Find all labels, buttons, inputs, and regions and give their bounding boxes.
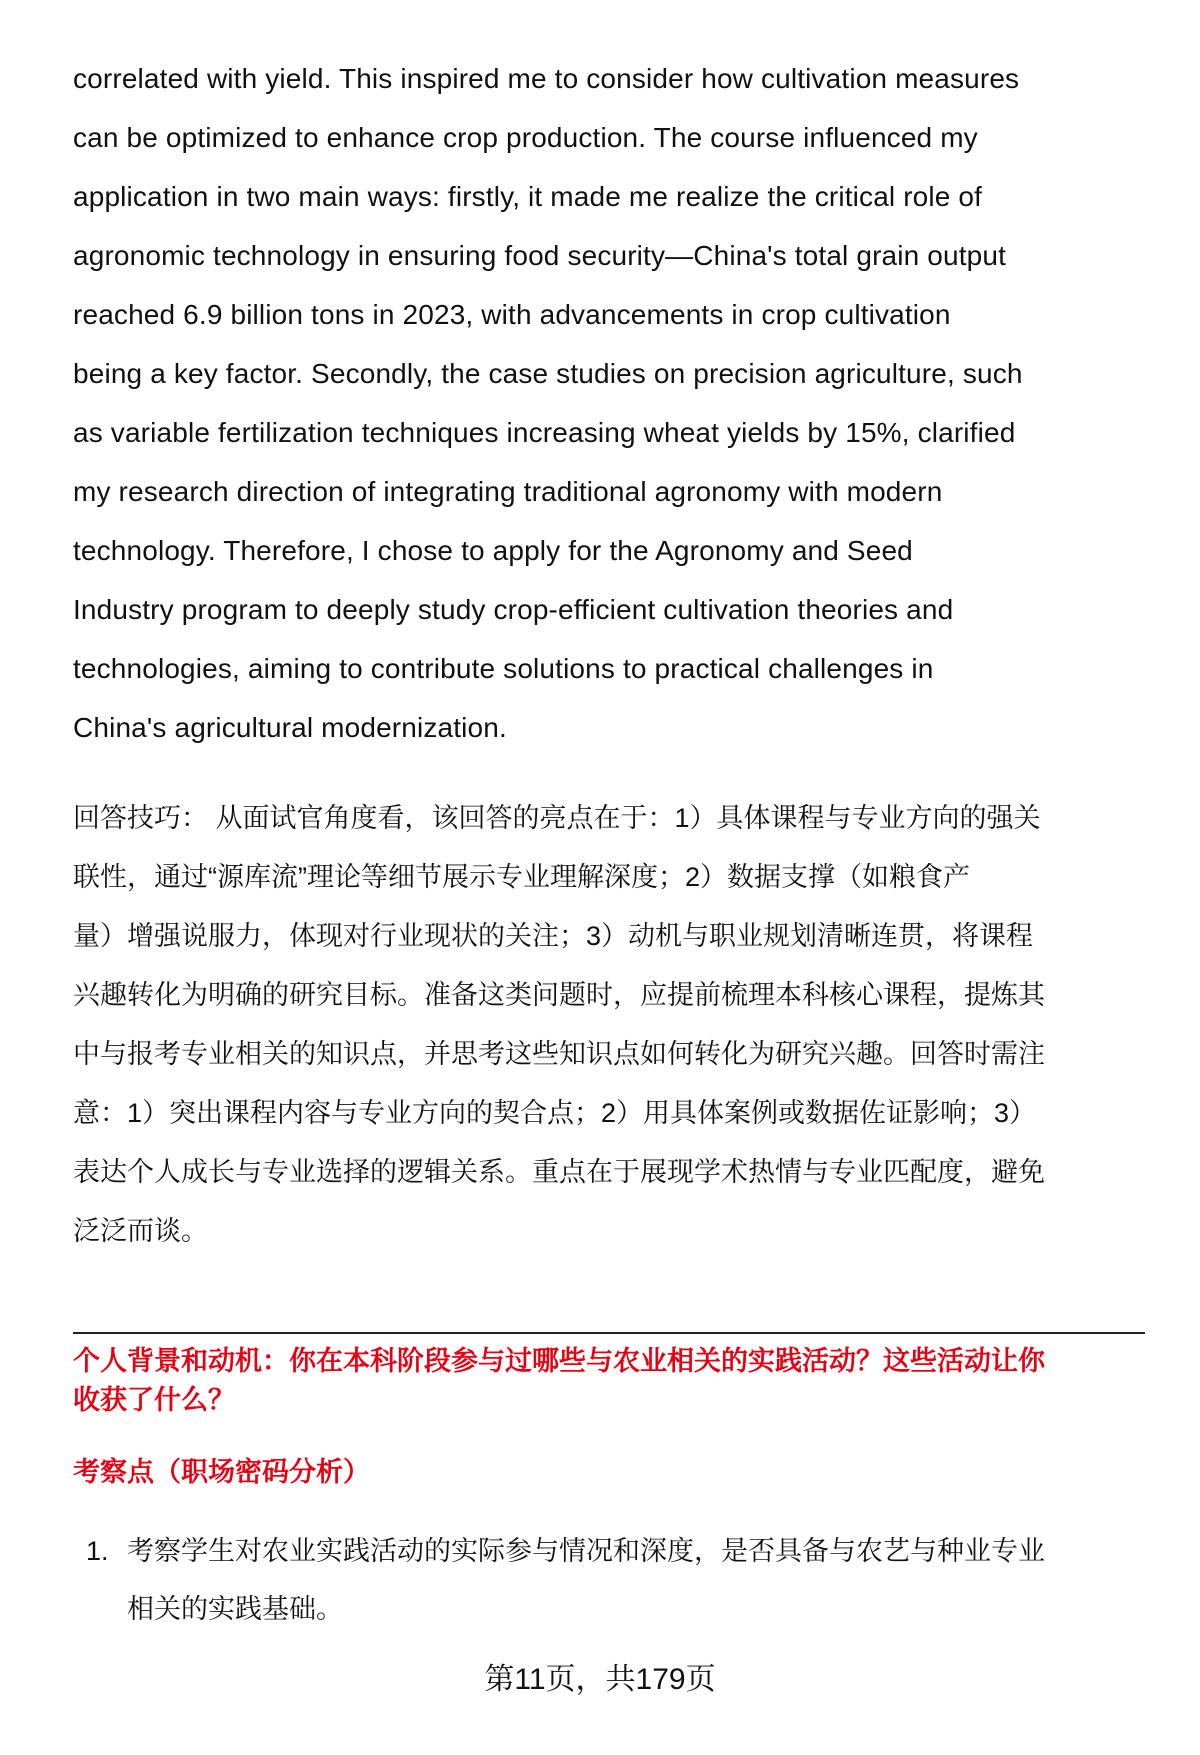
text-line: application in two main ways: firstly, it made me realize the critical role of — [73, 181, 983, 212]
text-line: 中与报考专业相关的知识点，并思考这些知识点如何转化为研究兴趣。回答时需注 — [73, 1039, 1045, 1069]
text-line: agronomic technology in ensuring food security—China's total grain output — [73, 240, 1007, 271]
text-line: my research direction of integrating traditional agronomy with modern — [73, 476, 943, 507]
page-footer: 第11页，共179页 — [484, 1663, 716, 1696]
text-line: being a key factor. Secondly, the case studies on precision agriculture, such — [73, 358, 1023, 389]
text-line: 泛泛而谈。 — [73, 1216, 208, 1246]
text-line: 意：1）突出课程内容与专业方向的契合点；2）用具体案例或数据佐证影响；3） — [73, 1098, 1037, 1128]
heading-line: 个人背景和动机：你在本科阶段参与过哪些与农业相关的实践活动？这些活动让你 — [73, 1346, 1045, 1376]
list-number: 1. — [86, 1536, 109, 1566]
heading-line: 收获了什么？ — [73, 1385, 235, 1415]
text-line: Industry program to deeply study crop-efficient cultivation theories and — [73, 594, 954, 625]
text-line: 兴趣转化为明确的研究目标。准备这类问题时，应提前梳理本科核心课程，提炼其 — [73, 980, 1045, 1010]
text-line: technology. Therefore, I chose to apply for the Agronomy and Seed — [73, 535, 913, 566]
text-line: correlated with yield. This inspired me to consider how cultivation measures — [73, 63, 1020, 94]
text-line: 联性，通过“源库流”理论等细节展示专业理解深度；2）数据支撑（如粮食产 — [73, 862, 970, 892]
text-line: 相关的实践基础。 — [127, 1594, 343, 1624]
text-line: reached 6.9 billion tons in 2023, with advancements in crop cultivation — [73, 299, 951, 330]
text-line: 回答技巧： 从面试官角度看，该回答的亮点在于：1）具体课程与专业方向的强关 — [73, 803, 1041, 833]
text-line: as variable fertilization techniques increasing wheat yields by 15%, clarified — [73, 417, 1016, 448]
text-line: 量）增强说服力，体现对行业现状的关注；3）动机与职业规划清晰连贯，将课程 — [73, 921, 1034, 951]
text-line: can be optimized to enhance crop production. The course influenced my — [73, 122, 978, 153]
text-line: 表达个人成长与专业选择的逻辑关系。重点在于展现学术热情与专业匹配度，避免 — [73, 1157, 1045, 1187]
text-line: 考察学生对农业实践活动的实际参与情况和深度，是否具备与农艺与种业专业 — [127, 1536, 1045, 1566]
text-line: technologies, aiming to contribute solutions to practical challenges in — [73, 653, 934, 684]
section-divider — [73, 1332, 1145, 1334]
subheading: 考察点（职场密码分析） — [73, 1457, 370, 1487]
text-line: China's agricultural modernization. — [73, 712, 507, 743]
